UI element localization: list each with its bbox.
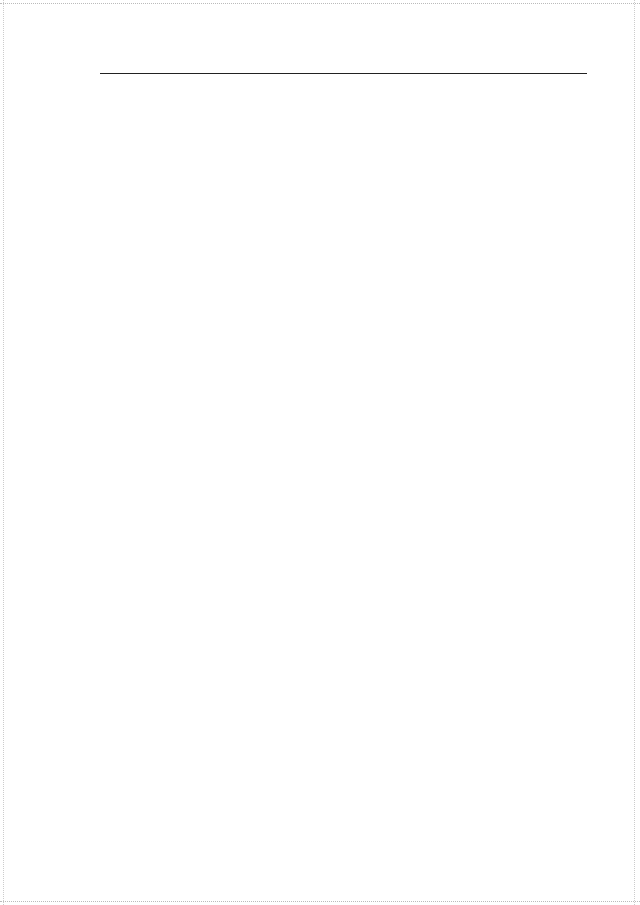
scan-edge-top <box>0 3 640 5</box>
scan-edge-bottom <box>0 901 640 903</box>
scan-edge-left <box>3 0 5 905</box>
settlements-table <box>100 73 587 74</box>
document-cell <box>422 547 586 842</box>
document-reference <box>424 547 584 550</box>
scan-edge-right <box>634 0 636 905</box>
